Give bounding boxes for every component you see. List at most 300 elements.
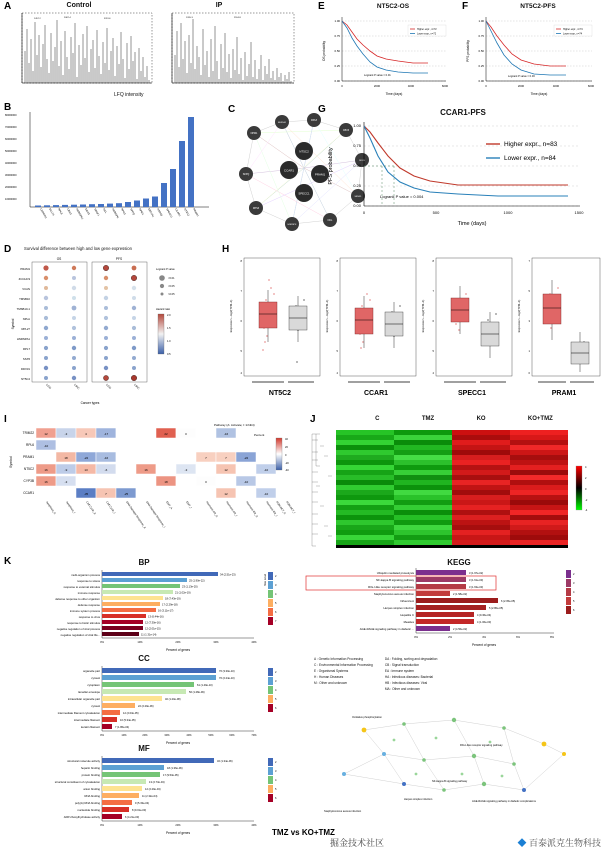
svg-text:0.5: 0.5 (167, 353, 171, 356)
panel-f-label: F (462, 1, 469, 12)
svg-text:6: 6 (275, 707, 277, 710)
svg-text:LIHC: LIHC (73, 382, 81, 391)
svg-text:4: 4 (275, 779, 277, 782)
svg-text:0.75: 0.75 (334, 34, 340, 38)
svg-text:Max Level: Max Level (264, 574, 267, 586)
svg-text:CCAR1: CCAR1 (23, 491, 34, 495)
svg-text:5 (2.80e-05): 5 (2.80e-05) (489, 607, 504, 611)
svg-text:0: 0 (485, 84, 487, 88)
svg-text:RPL8: RPL8 (311, 119, 317, 122)
kegg-cat-ma: MA : Other and unknown (384, 687, 420, 692)
svg-text:5: 5 (432, 350, 434, 353)
kegg-cat-c: C : Environmental Information Processing (314, 663, 373, 668)
svg-text:NPM1: NPM1 (138, 208, 145, 216)
svg-text:TMSB10: TMSB10 (19, 297, 30, 301)
svg-text:OS probability: OS probability (322, 40, 326, 62)
svg-text:22: 22 (164, 432, 168, 436)
svg-text:RPS3: RPS3 (252, 207, 260, 210)
panel-e (318, 2, 458, 100)
svg-text:30%: 30% (213, 824, 219, 827)
svg-text:CBX3: CBX3 (342, 129, 350, 132)
svg-text:HNRNPA1: HNRNPA1 (16, 337, 30, 341)
svg-text:4: 4 (573, 591, 575, 594)
svg-text:nucleotide binding: nucleotide binding (77, 808, 100, 812)
svg-text:Hazard ratio: Hazard ratio (156, 308, 171, 311)
svg-text:structural molecule activity: structural molecule activity (67, 759, 100, 763)
mf-title: MF (138, 744, 150, 753)
svg-text:Hormone ER_I: Hormone ER_I (265, 500, 278, 518)
svg-text:<0.05: <0.05 (168, 285, 175, 288)
svg-text:intermediate filament cytoskel: intermediate filament cytoskeleton (57, 711, 100, 715)
panel-f (462, 2, 604, 100)
kegg-cat-hb: HB : Infectious diseases: Viral (384, 681, 428, 686)
svg-text:Lower expr., n=84: Lower expr., n=84 (504, 155, 556, 162)
svg-text:2087.4: 2087.4 (64, 17, 71, 19)
svg-text:Measles: Measles (403, 620, 414, 624)
svg-text:-10: -10 (43, 444, 49, 448)
svg-text:5: 5 (275, 788, 277, 791)
svg-text:RPL6: RPL6 (26, 443, 34, 447)
svg-text:6: 6 (275, 611, 277, 614)
svg-text:0.75: 0.75 (353, 143, 361, 148)
svg-text:cytoplasm: cytoplasm (87, 683, 100, 687)
svg-text:Cell Cycle_A: Cell Cycle_A (85, 500, 97, 516)
svg-text:1.00: 1.00 (353, 123, 361, 128)
svg-text:25 (1.90e-22): 25 (1.90e-22) (189, 579, 205, 583)
watermark-right: ◆ 百泰派克生物科技 (517, 838, 601, 848)
svg-text:30%: 30% (164, 734, 170, 737)
svg-text:SPECC1: SPECC1 (457, 390, 487, 397)
svg-text:40%: 40% (186, 734, 192, 737)
figure-bottom-caption: TMZ vs KO+TMZ (272, 828, 335, 837)
svg-text:10%: 10% (137, 824, 143, 827)
svg-text:Cell Cycle_I: Cell Cycle_I (105, 500, 116, 515)
svg-text:3: 3 (275, 584, 277, 587)
svg-text:-16: -16 (103, 456, 109, 460)
panel-h-boxplots (222, 250, 602, 410)
svg-text:20%: 20% (175, 824, 181, 827)
svg-text:defense response: defense response (77, 603, 100, 607)
svg-text:Staphylococcus aureus infectio: Staphylococcus aureus infection (373, 592, 414, 596)
panel-e-km-plot (318, 11, 456, 99)
svg-text:HSPA8: HSPA8 (156, 208, 163, 217)
svg-text:HNRNPK: HNRNPK (111, 208, 120, 219)
svg-text:Apoptosis_A: Apoptosis_A (45, 500, 57, 515)
svg-text:8: 8 (240, 260, 242, 263)
svg-text:3 (1.61e-03): 3 (1.61e-03) (469, 579, 484, 583)
panel-a (4, 2, 304, 98)
svg-text:SRSF1: SRSF1 (93, 208, 100, 217)
svg-text:CBX3: CBX3 (66, 208, 73, 216)
svg-text:7: 7 (105, 492, 107, 496)
svg-text:CCAR1: CCAR1 (174, 208, 182, 218)
svg-text:7: 7 (528, 260, 530, 263)
svg-text:AGE-RAGE signaling pathway in: AGE-RAGE signaling pathway in diabetic ... (359, 627, 414, 631)
panel-g-label: G (318, 104, 326, 115)
svg-text:-3: -3 (64, 432, 68, 436)
svg-text:<0.01: <0.01 (168, 277, 175, 280)
svg-text:6: 6 (275, 797, 277, 800)
svg-text:Symbol: Symbol (9, 456, 13, 468)
svg-text:50%: 50% (208, 734, 214, 737)
svg-text:56 (1.28e-09): 56 (1.28e-09) (189, 691, 205, 695)
svg-text:2: 2 (275, 575, 277, 578)
svg-text:LGG: LGG (105, 382, 113, 390)
svg-text:Expression --log2(TPM+1): Expression --log2(TPM+1) (325, 299, 329, 333)
svg-text:HNRNPA1: HNRNPA1 (75, 208, 84, 221)
svg-text:protein binding: protein binding (81, 773, 100, 777)
svg-text:structural constituent of cyto: structural constituent of cytoskeleton (54, 780, 100, 784)
svg-text:60%: 60% (229, 734, 235, 737)
panel-k-label: K (4, 556, 12, 567)
svg-text:4000: 4000 (552, 84, 560, 88)
svg-text:76 (3.30e-10): 76 (3.30e-10) (219, 670, 235, 674)
svg-text:4: 4 (85, 432, 87, 436)
svg-text:Lower expr., n=72: Lower expr., n=72 (417, 32, 437, 36)
svg-text:Higher expr., n=83: Higher expr., n=83 (504, 141, 558, 148)
svg-text:18 (7.43e-19): 18 (7.43e-19) (165, 597, 181, 601)
panel-d-title: Survival difference between high and low gene expression (24, 246, 132, 251)
svg-text:anion binding: anion binding (83, 787, 100, 791)
svg-text:-17: -17 (103, 432, 109, 436)
svg-text:PFS probability: PFS probability (466, 40, 470, 62)
svg-text:NCL: NCL (102, 208, 108, 215)
svg-text:Percent of genes: Percent of genes (165, 831, 191, 835)
svg-text:4000: 4000 (407, 84, 415, 88)
svg-text:PRAM1: PRAM1 (20, 267, 30, 271)
svg-text:ZCCHC9: ZCCHC9 (18, 277, 30, 281)
svg-text:7 (1.86e-04): 7 (1.86e-04) (115, 726, 130, 730)
svg-text:MLLT4: MLLT4 (48, 208, 55, 217)
svg-text:poly(A) RNA binding: poly(A) RNA binding (74, 801, 100, 805)
svg-text:6: 6 (240, 320, 242, 323)
panel-g (318, 104, 604, 234)
svg-text:EEF1A1: EEF1A1 (147, 208, 155, 218)
svg-text:0.75: 0.75 (478, 34, 484, 38)
svg-text:6 (4.21e-03): 6 (4.21e-03) (125, 816, 140, 820)
svg-text:12: 12 (224, 468, 228, 472)
svg-text:22 (2.29e-06): 22 (2.29e-06) (138, 705, 154, 709)
svg-text:response to biotic stimulus: response to biotic stimulus (67, 621, 100, 625)
panel-a-title-control: Control (66, 2, 92, 9)
svg-text:70%: 70% (251, 734, 257, 737)
svg-text:Percent: Percent (254, 433, 265, 437)
svg-text:Hormone ER_A: Hormone ER_A (245, 500, 259, 518)
svg-text:8 (9.01e-03): 8 (9.01e-03) (132, 809, 147, 813)
svg-text:12 (2.03e-05): 12 (2.03e-05) (123, 712, 139, 716)
svg-text:8: 8 (336, 260, 338, 263)
svg-text:0.50: 0.50 (478, 49, 484, 53)
panel-a-xlabel: LFQ intensity (114, 92, 144, 98)
kegg-cat-a: A : Genetic Information Processing (314, 657, 364, 661)
svg-text:DDX31: DDX31 (20, 367, 30, 371)
svg-text:4: 4 (240, 372, 242, 375)
svg-text:Herpes simplex infection: Herpes simplex infection (404, 798, 433, 801)
svg-text:8: 8 (432, 260, 434, 263)
svg-text:7: 7 (240, 290, 242, 293)
svg-text:VCAN: VCAN (22, 287, 30, 291)
svg-text:61 (1.49e-10): 61 (1.49e-10) (197, 684, 213, 688)
svg-text:2 (1.58e-02): 2 (1.58e-02) (453, 593, 468, 597)
panel-c-label: C (228, 104, 236, 115)
svg-text:21 (1.02e-19): 21 (1.02e-19) (175, 591, 191, 595)
svg-text:4: 4 (275, 689, 277, 692)
svg-text:5: 5 (573, 600, 575, 603)
panel-e-label: E (318, 1, 325, 12)
svg-text:Pathway (A: Activate; I: Inhib: Pathway (A: Activate; I: Inhibit) (214, 423, 255, 427)
svg-text:Apoptosis_I: Apoptosis_I (65, 500, 76, 515)
svg-text:4: 4 (585, 466, 587, 469)
svg-text:>0.05: >0.05 (168, 293, 175, 296)
svg-text:2: 2 (275, 671, 277, 674)
svg-text:16: 16 (44, 480, 48, 484)
svg-text:2.0: 2.0 (167, 314, 171, 317)
panel-i-label: I (4, 414, 7, 425)
svg-text:Percent of genes: Percent of genes (165, 648, 191, 652)
svg-text:18: 18 (164, 480, 168, 484)
svg-text:1.5: 1.5 (167, 327, 171, 330)
panel-d-dotplot (4, 254, 217, 410)
svg-text:Time (days): Time (days) (385, 92, 403, 96)
panel-f-km-plot (462, 11, 602, 99)
panel-g-logrank: Logrank P value = 0.004 (380, 194, 424, 199)
svg-text:4: 4 (275, 593, 277, 596)
watermark-left: 掘金技术社区 (330, 838, 385, 848)
svg-text:PRAM1: PRAM1 (314, 172, 326, 177)
svg-text:9 (5.33e-04): 9 (5.33e-04) (135, 802, 150, 806)
svg-text:ADP-ribosylhydrolase activity: ADP-ribosylhydrolase activity (63, 815, 100, 819)
svg-text:6 (2.05e-05): 6 (2.05e-05) (501, 600, 516, 604)
svg-text:2514.8: 2514.8 (234, 17, 241, 19)
svg-text:RPL8: RPL8 (57, 208, 63, 216)
svg-text:13 (6.44e-16): 13 (6.44e-16) (148, 615, 164, 619)
svg-text:NPLA: NPLA (22, 317, 30, 321)
panel-j-col-tmz: TMZ (421, 416, 435, 422)
panel-j-col-kotmz: KO+TMZ (527, 416, 553, 422)
svg-text:3 (1.63e-03): 3 (1.63e-03) (469, 586, 484, 590)
kegg-cat-ha: HA : Infectious diseases: Bacterial (384, 675, 434, 680)
svg-text:CCAR1: CCAR1 (363, 390, 389, 397)
svg-text:0.25: 0.25 (353, 183, 361, 188)
svg-text:6: 6 (432, 320, 434, 323)
cc-title: CC (138, 654, 150, 663)
svg-text:2000: 2000 (373, 84, 381, 88)
svg-text:Herpes simplex infection: Herpes simplex infection (383, 606, 414, 610)
svg-text:Time (days): Time (days) (530, 92, 548, 96)
svg-text:4 (9.36e-04): 4 (9.36e-04) (477, 614, 492, 618)
panel-h (222, 244, 604, 412)
svg-text:4: 4 (432, 372, 434, 375)
svg-text:-3: -3 (184, 468, 188, 472)
svg-text:-4: -4 (585, 509, 588, 512)
svg-text:LGG: LGG (45, 382, 53, 390)
svg-text:1205.3: 1205.3 (186, 17, 193, 19)
svg-text:2000: 2000 (517, 84, 525, 88)
svg-text:RPL27: RPL27 (21, 327, 30, 331)
kegg-cat-m: M : Other and unknown (314, 681, 348, 686)
svg-text:16: 16 (44, 468, 48, 472)
pathway-network-svg (304, 694, 600, 832)
svg-text:6000: 6000 (587, 84, 595, 88)
svg-text:RNA binding: RNA binding (84, 794, 100, 798)
svg-text:response to stress: response to stress (77, 579, 100, 583)
svg-text:multi-organism process: multi-organism process (71, 573, 100, 577)
svg-text:OS: OS (56, 257, 62, 261)
svg-text:-2: -2 (585, 499, 588, 502)
svg-text:4%: 4% (482, 636, 486, 639)
svg-text:3: 3 (275, 770, 277, 773)
svg-text:6000: 6000 (441, 84, 449, 88)
svg-text:20: 20 (285, 446, 288, 449)
svg-text:20%: 20% (142, 734, 148, 737)
svg-text:-22: -22 (83, 456, 89, 460)
svg-text:30%: 30% (213, 641, 219, 644)
panel-i (4, 414, 306, 554)
svg-text:6: 6 (336, 320, 338, 323)
svg-text:40%: 40% (251, 641, 257, 644)
svg-text:0%: 0% (100, 734, 104, 737)
svg-text:12: 12 (224, 492, 228, 496)
svg-text:AGE-RAGE signaling pathway in: AGE-RAGE signaling pathway in diabetic complications (472, 800, 536, 803)
svg-text:10 (5.34e-05): 10 (5.34e-05) (120, 719, 136, 723)
svg-text:-9: -9 (64, 468, 68, 472)
svg-text:immune response: immune response (77, 591, 100, 595)
svg-text:NF-kappa B signaling pathway: NF-kappa B signaling pathway (376, 578, 414, 582)
svg-text:13 (2.73e-04): 13 (2.73e-04) (149, 781, 165, 785)
svg-text:20%: 20% (175, 641, 181, 644)
panel-j (310, 414, 604, 554)
svg-text:NF-kappa B signaling pathway: NF-kappa B signaling pathway (432, 780, 468, 783)
svg-text:LIHC: LIHC (133, 382, 141, 391)
svg-text:18 (1.36e-06): 18 (1.36e-06) (167, 767, 183, 771)
kegg-cat-ea: EA : Immune system (384, 669, 415, 674)
svg-text:23 (1.13e-20): 23 (1.13e-20) (182, 585, 198, 589)
svg-text:Oxidative phosphorylation: Oxidative phosphorylation (352, 716, 382, 719)
svg-text:Hepatitis C: Hepatitis C (400, 613, 414, 617)
svg-text:NT5C2: NT5C2 (21, 377, 30, 381)
svg-text:1.0: 1.0 (167, 340, 171, 343)
svg-text:RIG-I-like receptor signaling: RIG-I-like receptor signaling pathway (368, 585, 414, 589)
panel-f-logrank: Logrank P value = 0.03 (508, 75, 535, 78)
svg-text:Symbol: Symbol (11, 318, 15, 330)
svg-text:negative regulation of viral p: negative regulation of viral process (56, 627, 100, 631)
panel-b-label: B (4, 102, 12, 113)
svg-text:1500: 1500 (574, 210, 584, 215)
svg-text:40: 40 (285, 438, 288, 441)
svg-text:1.00: 1.00 (478, 19, 484, 23)
svg-text:-35: -35 (83, 492, 89, 496)
svg-text:0.00: 0.00 (334, 79, 340, 83)
panel-k-kegg (304, 558, 602, 653)
svg-text:PI3K/AKT_A: PI3K/AKT_A (275, 500, 287, 515)
svg-text:SPECC1: SPECC1 (165, 208, 173, 219)
svg-text:Logrank P value: Logrank P value (156, 268, 175, 271)
kegg-category-legend (314, 656, 544, 692)
svg-text:Influenza A: Influenza A (400, 599, 414, 603)
svg-text:3: 3 (528, 320, 530, 323)
svg-text:10000000: 10000000 (5, 198, 17, 201)
panel-k-pathway-network (304, 694, 602, 834)
svg-text:3: 3 (573, 582, 575, 585)
svg-text:17 (9.53e-05): 17 (9.53e-05) (163, 774, 179, 778)
svg-text:-10: -10 (263, 492, 269, 496)
svg-text:TRIM22: TRIM22 (22, 431, 34, 435)
svg-text:EMT_A: EMT_A (165, 500, 173, 510)
svg-text:12 (2.29e-04): 12 (2.29e-04) (145, 788, 161, 792)
svg-text:EMT_I: EMT_I (185, 500, 193, 510)
svg-text:immune system process: immune system process (69, 609, 100, 613)
svg-text:PRAM1: PRAM1 (551, 390, 577, 397)
kegg-cat-h: H : Human Diseases (314, 675, 344, 680)
svg-text:0: 0 (362, 210, 366, 215)
svg-text:7: 7 (432, 290, 434, 293)
svg-text:16 (3.11e-17): 16 (3.11e-17) (158, 609, 174, 613)
panel-k-cc (14, 654, 304, 745)
svg-text:SPECC1: SPECC1 (298, 191, 310, 196)
svg-text:5: 5 (240, 350, 242, 353)
svg-text:2: 2 (275, 761, 277, 764)
panel-a-title-ip: IP (215, 2, 223, 9)
svg-text:0: 0 (185, 432, 187, 436)
svg-text:20000000: 20000000 (5, 186, 17, 189)
bp-barchart (14, 568, 304, 654)
panel-j-col-ko: KO (476, 416, 486, 422)
panel-a-label: A (4, 1, 12, 12)
svg-text:13: 13 (84, 468, 88, 472)
svg-text:11 (2.32e-04): 11 (2.32e-04) (142, 795, 158, 799)
svg-text:7: 7 (275, 620, 277, 623)
svg-text:7: 7 (336, 290, 338, 293)
panel-b-barchart (4, 102, 219, 236)
svg-text:7: 7 (225, 456, 227, 460)
panel-b (4, 102, 222, 240)
panel-k-mf (14, 744, 304, 834)
svg-text:heparin binding: heparin binding (80, 766, 100, 770)
svg-text:CYP3B: CYP3B (23, 479, 34, 483)
panel-g-km-plot (318, 118, 602, 234)
panel-a-spectra (4, 11, 304, 96)
svg-text:RIG-I-like receptor signaling: RIG-I-like receptor signaling pathway (460, 744, 503, 747)
svg-text:CCAR1: CCAR1 (283, 168, 295, 173)
svg-text:1457.2: 1457.2 (34, 18, 41, 20)
svg-text:Ubiquitin mediated proteolysis: Ubiquitin mediated proteolysis (376, 571, 414, 575)
svg-text:3 (1.97e-02): 3 (1.97e-02) (469, 572, 484, 576)
svg-text:5: 5 (275, 698, 277, 701)
svg-text:0: 0 (585, 488, 587, 491)
svg-text:-10: -10 (243, 480, 249, 484)
svg-text:30000000: 30000000 (5, 174, 17, 177)
svg-text:cytosol: cytosol (91, 704, 100, 708)
panel-i-heatmap (4, 420, 304, 556)
panel-d (4, 244, 219, 412)
svg-text:0.25: 0.25 (334, 64, 340, 68)
svg-text:500: 500 (432, 210, 440, 215)
svg-text:3: 3 (275, 680, 277, 683)
svg-text:10%: 10% (137, 641, 143, 644)
svg-text:NT5C2: NT5C2 (299, 149, 309, 154)
svg-text:76 (2.24e-10): 76 (2.24e-10) (219, 677, 235, 681)
svg-text:-25: -25 (123, 492, 129, 496)
svg-text:1: 1 (528, 350, 530, 353)
svg-text:NT5C2: NT5C2 (268, 390, 292, 397)
svg-text:16: 16 (144, 468, 148, 472)
svg-text:SSX5: SSX5 (22, 357, 30, 361)
svg-text:Expression --log2(TPM+1): Expression --log2(TPM+1) (229, 299, 233, 333)
svg-text:11 (1.31e-14): 11 (1.31e-14) (141, 633, 157, 637)
svg-text:HNRNPK: HNRNPK (287, 224, 297, 226)
svg-text:Lower expr., n=74: Lower expr., n=74 (563, 32, 583, 36)
svg-text:2: 2 (573, 573, 575, 576)
